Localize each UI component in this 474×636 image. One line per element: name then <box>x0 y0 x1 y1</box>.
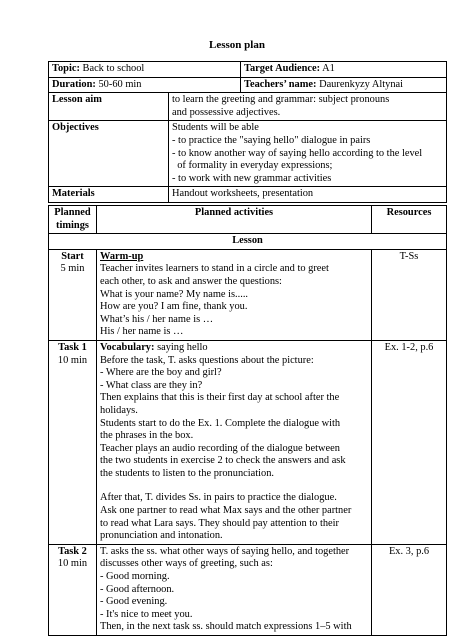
stage-time: 10 min <box>57 558 88 570</box>
document-title: Lesson plan <box>209 39 265 51</box>
timing-cell <box>49 544 97 635</box>
stage-time: 5 min <box>60 263 85 275</box>
section-label: Lesson <box>49 234 447 250</box>
activities-header: Planned activities <box>97 206 372 234</box>
materials-value: Handout worksheets, presentation <box>169 187 447 203</box>
resource-cell: T-Ss <box>372 249 447 340</box>
topic-row <box>49 62 447 78</box>
duration-cell <box>49 77 241 93</box>
activity-line: T. asks the ss. what other ways of saying hello, and together <box>100 545 350 557</box>
objectives-row <box>49 121 447 187</box>
materials-label: Materials <box>49 187 169 203</box>
plan-row-task1 <box>49 340 447 544</box>
activity-line: each other, to ask and answer the questions: <box>100 275 282 287</box>
objective-line: of formality in everyday expressions; <box>172 160 333 172</box>
activity-cell <box>97 340 372 544</box>
audience-label: Target Audience: <box>244 63 321 74</box>
activity-line: the two students in exercise 2 to check the answers and ask <box>100 455 346 467</box>
activity-line: What is your name? My name is..... <box>100 288 249 300</box>
stage-label: Task 2 <box>58 545 87 557</box>
stage-label: Start <box>61 250 84 262</box>
stage-time: 10 min <box>57 354 88 366</box>
duration-label: Duration: <box>52 78 96 90</box>
activity-cell <box>97 249 372 340</box>
timing-cell <box>49 249 97 340</box>
activity-line: Ask one partner to read what Max says and the other partner <box>100 505 352 517</box>
activity-line: - Good morning. <box>100 571 170 583</box>
teacher-value: Daurenkyzy Altynai <box>319 78 404 90</box>
activity-line: Then, in the next task ss. should match expressions 1–5 with <box>100 621 352 633</box>
activity-heading-line <box>100 342 368 355</box>
activity-cell <box>97 544 372 635</box>
topic-value: Back to school <box>82 63 145 74</box>
topic-label: Topic: <box>52 63 80 74</box>
activity-line: holidays. <box>100 404 138 416</box>
objectives-value <box>169 121 447 187</box>
paragraph-gap <box>100 480 368 492</box>
objective-line: - to work with new grammar activities <box>172 172 332 184</box>
activity-line: After that, T. divides Ss. in pairs to practice the dialogue. <box>100 492 337 504</box>
plan-row-start <box>49 249 447 340</box>
duration-row <box>49 77 447 93</box>
aim-line: to learn the greeting and grammar: subject pronouns <box>172 94 390 106</box>
objectives-label: Objectives <box>49 121 169 187</box>
duration-value: 50-60 min <box>98 78 142 90</box>
activity-line: How are you? I am fine, thank you. <box>100 301 248 313</box>
timings-header: Planned timings <box>49 206 97 234</box>
plan-header-row <box>49 206 447 234</box>
materials-row <box>49 187 447 203</box>
objective-line: - to practice the "saying hello" dialogue in pairs <box>172 134 371 146</box>
audience-cell <box>241 62 447 78</box>
timing-cell <box>49 340 97 544</box>
aim-line: and possessive adjectives. <box>172 106 281 118</box>
activity-line: - Good afternoon. <box>100 583 175 595</box>
stage-label: Task 1 <box>58 341 87 353</box>
aim-value <box>169 93 447 121</box>
plan-row-task2 <box>49 544 447 635</box>
activity-line: the phrases in the box. <box>100 430 194 442</box>
activity-line: Teacher invites learners to stand in a circle and to greet <box>100 263 329 275</box>
section-row <box>49 234 447 250</box>
activity-line: pronunciation and intonation. <box>100 530 223 542</box>
activity-line: - What class are they in? <box>100 379 203 391</box>
resource-cell: Ex. 3, p.6 <box>372 544 447 635</box>
activity-line: His / her name is … <box>100 326 184 338</box>
activity-line: - Where are the boy and girl? <box>100 367 222 379</box>
activity-line: Teacher plays an audio recording of the dialogue between <box>100 442 340 454</box>
activity-line: - It's nice to meet you. <box>100 608 193 620</box>
activity-line: - Good evening. <box>100 596 168 608</box>
objective-line: - to know another way of saying hello according to the level <box>172 147 423 159</box>
activity-line: Students start to do the Ex. 1. Complete the dialogue with <box>100 417 341 429</box>
activity-line: the students to listen to the pronunciation. <box>100 467 275 479</box>
activity-line: discusses other ways of greeting, such as: <box>100 558 273 570</box>
activity-heading: Warm-up <box>100 250 144 262</box>
teacher-label: Teachers’ name: <box>244 78 317 90</box>
lesson-plan-table <box>48 205 447 636</box>
aim-row <box>49 93 447 121</box>
activity-line: to read what Lara says. They should pay attention to their <box>100 517 340 529</box>
aim-label: Lesson aim <box>49 93 169 121</box>
resources-header: Resources <box>372 206 447 234</box>
teacher-cell <box>241 77 447 93</box>
lesson-info-table <box>48 61 447 203</box>
activity-heading-rest: saying hello <box>154 341 208 353</box>
audience-value: A1 <box>322 63 335 74</box>
activity-line: Before the task, T. asks questions about the picture: <box>100 354 314 366</box>
objective-line: Students will be able <box>172 122 259 134</box>
activity-line: Then explains that this is their first day at school after the <box>100 392 340 404</box>
topic-cell <box>49 62 241 78</box>
resource-cell: Ex. 1-2, p.6 <box>372 340 447 544</box>
activity-heading: Vocabulary: <box>100 341 155 353</box>
activity-line: What’s his / her name is … <box>100 313 214 325</box>
